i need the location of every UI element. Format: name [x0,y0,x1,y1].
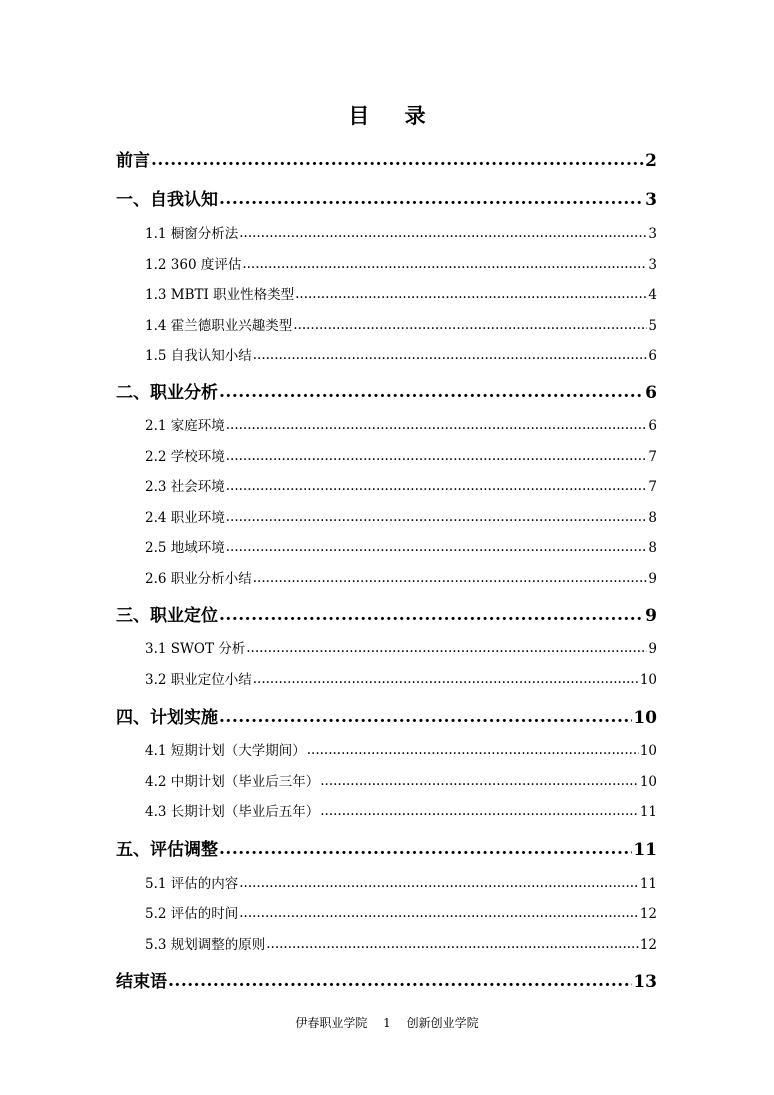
toc-section-entry[interactable] [145,445,657,465]
toc-entry-label: 2.6 职业分析小结 [145,571,252,587]
toc-entry-page-number: 10 [639,672,657,688]
toc-entry-page-number: 7 [648,449,657,465]
toc-dot-leader [239,905,639,921]
toc-entry-label: 2.3 社会环境 [145,479,225,495]
toc-dot-leader [226,448,648,464]
toc-entry-label: 五、评估调整 [116,840,218,860]
toc-entry-label: 1.4 霍兰德职业兴趣类型 [145,318,293,334]
toc-dot-leader [320,803,639,819]
toc-entry-label: 4.3 长期计划（毕业后五年） [145,804,320,820]
toc-entry-page-number: 10 [639,743,657,759]
toc-entry-page-number: 3 [648,257,657,273]
toc-section-entry[interactable] [145,253,657,273]
toc-entry-page-number: 12 [639,937,657,953]
toc-entry-page-number: 2 [645,151,657,171]
toc-dot-leader [226,539,648,555]
toc-entry-label: 3.2 职业定位小结 [145,672,252,688]
toc-entry-page-number: 9 [648,571,657,587]
toc-entry-label: 2.2 学校环境 [145,449,225,465]
toc-dot-leader [293,317,647,333]
toc-section-entry[interactable] [145,475,657,495]
toc-entry-label: 2.1 家庭环境 [145,418,225,434]
footer-page-number: 1 [383,1016,391,1030]
toc-chapter-entry[interactable] [116,835,657,860]
toc-entry-label: 1.1 橱窗分析法 [145,226,239,242]
toc-chapter-entry[interactable] [116,146,657,171]
toc-entry-page-number: 10 [633,708,657,728]
page-footer [0,1014,774,1031]
footer-institution: 伊春职业学院 [295,1016,368,1030]
toc-dot-leader [253,347,648,363]
toc-section-entry[interactable] [145,872,657,892]
toc-section-entry[interactable] [145,506,657,526]
toc-entry-page-number: 7 [648,479,657,495]
toc-dot-leader [168,971,632,991]
toc-dot-leader [307,742,639,758]
toc-entry-page-number: 5 [648,318,657,334]
toc-dot-leader [242,256,647,272]
toc-dot-leader [266,936,639,952]
toc-dot-leader [253,570,648,586]
toc-dot-leader [253,671,639,687]
toc-dot-leader [219,707,632,727]
toc-entry-page-number: 10 [639,774,657,790]
toc-dot-leader [295,286,647,302]
toc-chapter-entry[interactable] [116,601,657,626]
toc-entry-page-number: 13 [633,972,657,992]
toc-section-entry[interactable] [145,536,657,556]
toc-entry-page-number: 9 [648,641,657,657]
toc-dot-leader [226,417,648,433]
toc-entry-label: 四、计划实施 [116,708,218,728]
page-title: 目 录 [348,103,440,128]
toc-dot-leader [246,640,647,656]
toc-entry-page-number: 3 [645,190,657,210]
toc-section-entry[interactable] [145,222,657,242]
toc-entry-page-number: 9 [645,606,657,626]
toc-dot-leader [219,839,632,859]
toc-entry-label: 三、职业定位 [116,606,218,626]
toc-entry-label: 4.1 短期计划（大学期间） [145,743,306,759]
toc-entry-page-number: 6 [648,348,657,364]
toc-chapter-entry[interactable] [116,703,657,728]
toc-entry-label: 5.1 评估的内容 [145,876,239,892]
toc-entry-label: 5.2 评估的时间 [145,906,239,922]
toc-entry-page-number: 6 [645,383,657,403]
toc-entry-page-number: 11 [639,804,657,820]
toc-dot-leader [226,509,648,525]
toc-section-entry[interactable] [145,283,657,303]
toc-entry-page-number: 6 [648,418,657,434]
toc-section-entry[interactable] [145,800,657,820]
toc-entry-page-number: 8 [648,540,657,556]
toc-dot-leader [320,773,639,789]
footer-department: 创新创业学院 [406,1016,479,1030]
toc-entry-label: 2.5 地域环境 [145,540,225,556]
toc-section-entry[interactable] [145,567,657,587]
toc-dot-leader [239,875,639,891]
toc-section-entry[interactable] [145,770,657,790]
toc-entry-page-number: 8 [648,510,657,526]
toc-entry-label: 结束语 [116,972,167,992]
toc-chapter-entry[interactable] [116,185,657,210]
toc-entry-page-number: 11 [633,840,657,860]
toc-entry-page-number: 12 [639,906,657,922]
toc-chapter-entry[interactable] [116,378,657,403]
toc-entry-label: 前言 [116,151,150,171]
toc-entry-label: 5.3 规划调整的原则 [145,937,266,953]
toc-section-entry[interactable] [145,933,657,953]
toc-section-entry[interactable] [145,314,657,334]
toc-chapter-entry[interactable] [116,967,657,992]
toc-section-entry[interactable] [145,739,657,759]
toc-entry-label: 二、职业分析 [116,383,218,403]
toc-dot-leader [226,478,648,494]
toc-section-entry[interactable] [145,637,657,657]
toc-entry-label: 1.5 自我认知小结 [145,348,252,364]
toc-entry-label: 4.2 中期计划（毕业后三年） [145,774,320,790]
toc-section-entry[interactable] [145,344,657,364]
toc-entry-label: 1.2 360 度评估 [145,257,242,273]
toc-dot-leader [219,605,644,625]
toc-dot-leader [219,382,644,402]
toc-dot-leader [151,150,644,170]
toc-entry-label: 3.1 SWOT 分析 [145,641,246,657]
toc-entry-label: 2.4 职业环境 [145,510,225,526]
toc-entry-page-number: 11 [639,876,657,892]
toc-entry-page-number: 3 [648,226,657,242]
toc-dot-leader [239,225,647,241]
toc-section-entry[interactable] [145,414,657,434]
toc-dot-leader [219,189,644,209]
toc-entry-page-number: 4 [648,287,657,303]
toc-section-entry[interactable] [145,902,657,922]
toc-section-entry[interactable] [145,668,657,688]
toc-entry-label: 一、自我认知 [116,190,218,210]
toc-entry-label: 1.3 MBTI 职业性格类型 [145,287,295,303]
